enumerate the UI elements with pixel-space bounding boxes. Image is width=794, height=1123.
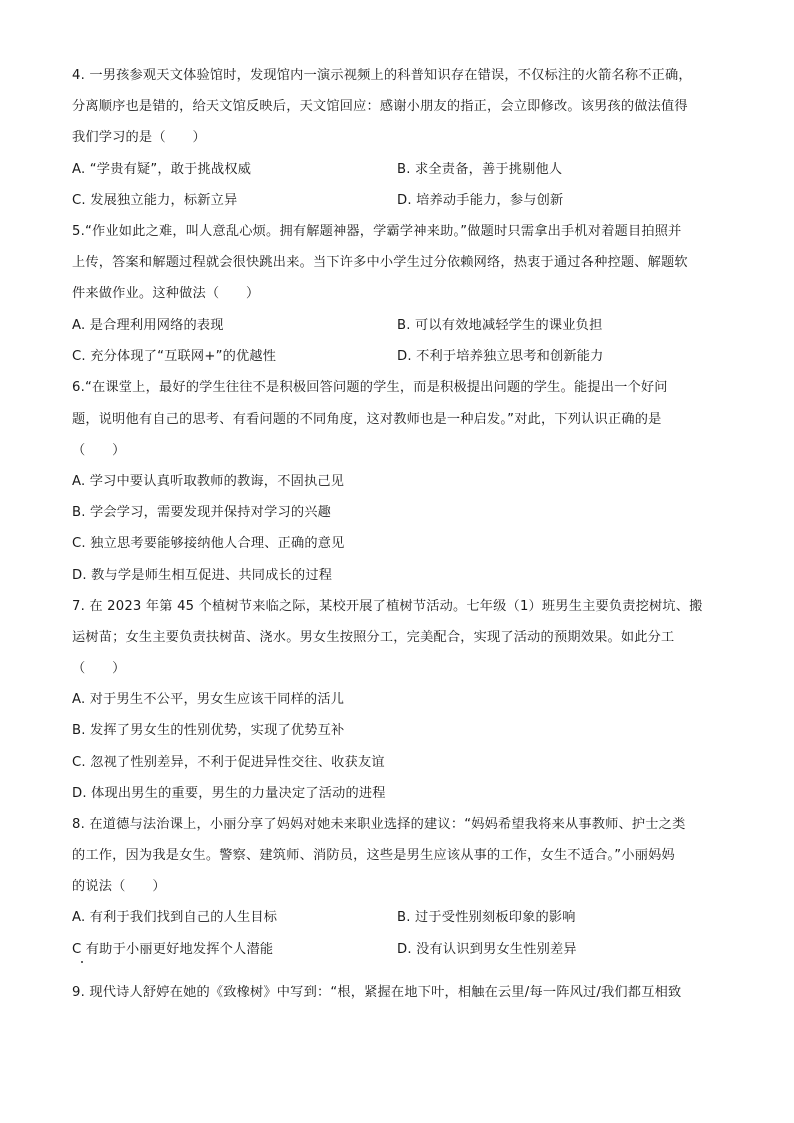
question-8-line-2: 的工作，因为我是女生。警察、建筑师、消防员，这些是男生应该从事的工作，女生不适合。”小丽妈妈 [72, 848, 675, 863]
question-4-option-a: A. “学贵有疑”，敢于挑战权威 [72, 162, 252, 177]
question-5-option-b: B. 可以有效地减轻学生的课业负担 [397, 318, 603, 333]
question-5-line-3: 件来做作业。这种做法（ ） [72, 286, 260, 301]
question-4-line-1: 4. 一男孩参观天文体验馆时，发现馆内一演示视频上的科普知识存在错误，不仅标注的火箭名称不正确， [72, 68, 692, 83]
question-6-line-2: 题，说明他有自己的思考、有看问题的不同角度，这对教师也是一种启发。”对此，下列认识正确的是 [72, 412, 662, 427]
question-7-option-a: A. 对于男生不公平，男女生应该干同样的活儿 [72, 692, 345, 707]
question-8-option-b: B. 过于受性别刻板印象的影响 [397, 910, 576, 925]
question-7-option-d: D. 体现出男生的重要，男生的力量决定了活动的进程 [72, 786, 386, 801]
question-6-line-1: 6.“在课堂上，最好的学生往往不是积极回答问题的学生，而是积极提出问题的学生。能提出一个好问 [72, 380, 668, 395]
question-7-option-c: C. 忽视了性别差异，不利于促进异性交往、收获友谊 [72, 755, 385, 770]
question-4-option-d: D. 培养动手能力，参与创新 [397, 193, 564, 208]
question-5-line-2: 上传，答案和解题过程就会很快跳出来。当下许多中小学生过分依赖网络，热衷于通过各种控题、解题软 [72, 255, 688, 270]
question-5-option-c: C. 充分体现了“互联网+”的优越性 [72, 349, 277, 364]
question-8-line-3: 的说法（ ） [72, 879, 166, 894]
question-6-option-c: C. 独立思考要能够接纳他人合理、正确的意见 [72, 536, 345, 551]
question-7-option-b: B. 发挥了男女生的性别优势，实现了优势互补 [72, 723, 345, 738]
question-6-option-d: D. 教与学是师生相互促进、共同成长的过程 [72, 568, 333, 583]
question-4-option-c: C. 发展独立能力，标新立异 [72, 193, 238, 208]
question-6-line-3: （ ） [72, 443, 126, 458]
question-7-line-1: 7. 在 2023 年第 45 个植树节来临之际，某校开展了植树节活动。七年级（1）班男生主要负责挖树坑、搬 [72, 599, 703, 614]
question-4-option-b: B. 求全责备，善于挑剔他人 [397, 162, 563, 177]
question-8-line-1: 8. 在道德与法治课上，小丽分享了妈妈对她未来职业选择的建议：“妈妈希望我将来从事教师、护士之类 [72, 817, 686, 832]
question-7-line-3: （ ） [72, 661, 126, 676]
question-8-option-d: D. 没有认识到男女生性别差异 [397, 942, 577, 957]
question-4-line-3: 我们学习的是（ ） [72, 130, 206, 145]
question-5-option-d: D. 不利于培养独立思考和创新能力 [397, 349, 604, 364]
question-8-option-c: C 有助于小丽更好地发挥个人潜能 [72, 942, 274, 957]
question-6-option-a: A. 学习中要认真听取教师的教诲，不固执己见 [72, 474, 345, 489]
question-5-line-1: 5.“作业如此之难，叫人意乱心烦。拥有解题神器，学霸学神来助。”做题时只需拿出手机对着题目拍照并 [72, 224, 682, 239]
question-5-option-a: A. 是合理利用网络的表现 [72, 318, 224, 333]
stray-mark [81, 961, 83, 963]
question-4-line-2: 分离顺序也是错的，给天文馆反映后，天文馆回应：感谢小朋友的指正，会立即修改。该男孩的做法值得 [72, 99, 688, 114]
question-7-line-2: 运树苗；女生主要负责扶树苗、浇水。男女生按照分工，完美配合，实现了活动的预期效果。如此分工 [72, 630, 675, 645]
question-6-option-b: B. 学会学习，需要发现并保持对学习的兴趣 [72, 505, 332, 520]
question-9-line-1: 9. 现代诗人舒婷在她的《致橡树》中写到：“根，紧握在地下叶，相触在云里/每一阵风过/我们都互相致 [72, 985, 682, 1000]
question-8-option-a: A. 有利于我们找到自己的人生目标 [72, 910, 278, 925]
